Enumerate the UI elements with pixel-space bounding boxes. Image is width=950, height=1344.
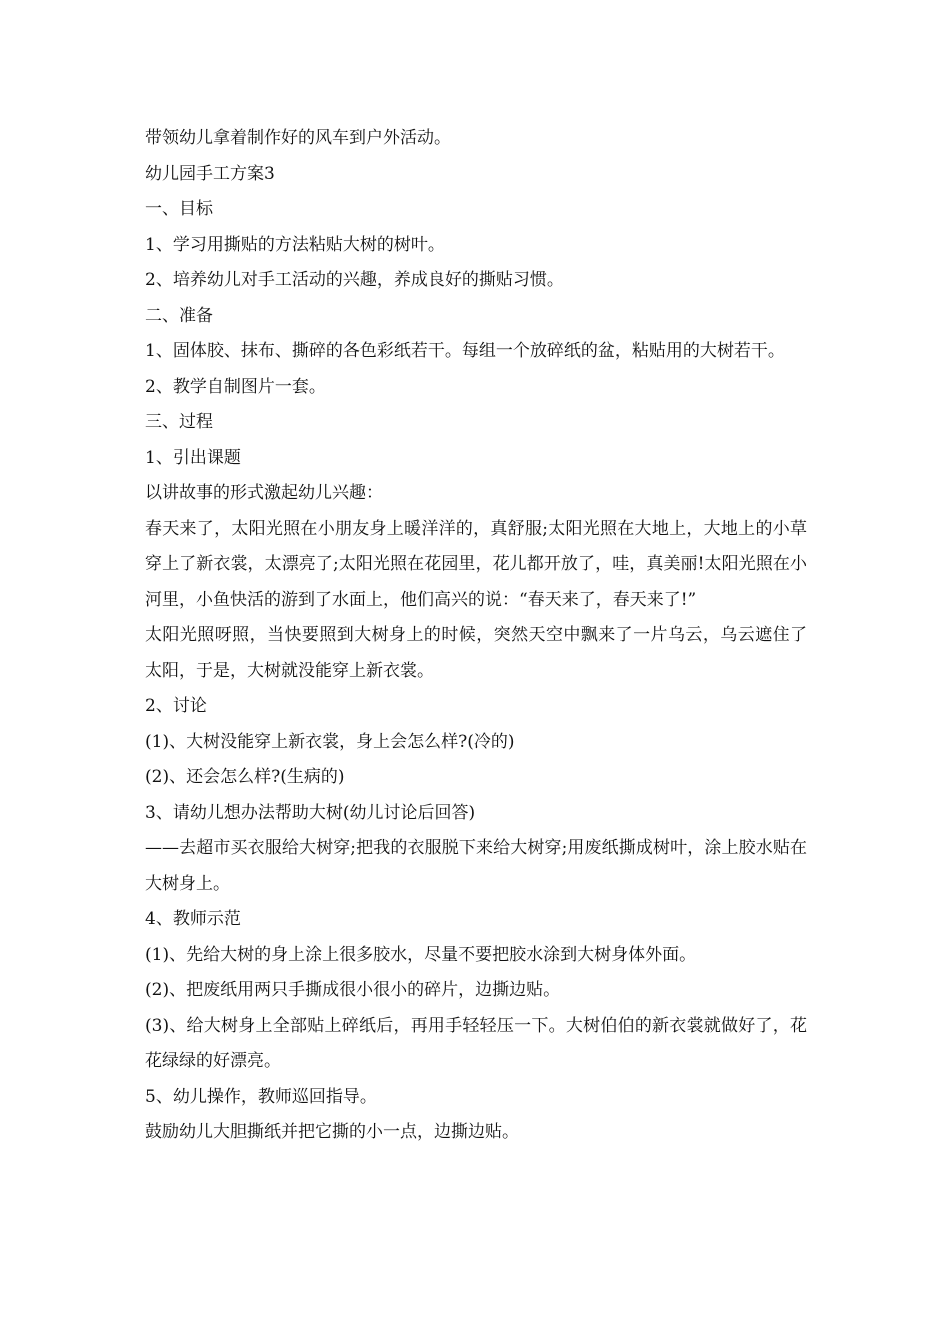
paragraph: (1)、先给大树的身上涂上很多胶水，尽量不要把胶水涂到大树身体外面。 <box>145 944 697 965</box>
paragraph: 1、固体胶、抹布、撕碎的各色彩纸若干。每组一个放碎纸的盆，粘贴用的大树若干。 <box>145 341 785 361</box>
paragraph: (3)、给大树身上全部贴上碎纸后，再用手轻轻压一下。大树伯伯的新衣裳就做好了，花花绿绿的好漂亮。 <box>145 1015 807 1071</box>
document-body <box>145 121 807 1151</box>
paragraph: 2、教学自制图片一套。 <box>145 376 326 397</box>
paragraph: 春天来了，太阳光照在小朋友身上暖洋洋的，真舒服;太阳光照在大地上，大地上的小草穿上了新衣裳，太漂亮了;太阳光照在花园里，花儿都开放了，哇，真美丽!太阳光照在小河里，小鱼快活的游到了水面上，他们高兴的说：“春天来了，春天来了!” <box>145 518 807 610</box>
paragraph: (2)、把废纸用两只手撕成很小很小的碎片，边撕边贴。 <box>145 980 561 1000</box>
paragraph: 1、引出课题 <box>145 447 241 468</box>
paragraph: 鼓励幼儿大胆撕纸并把它撕的小一点，边撕边贴。 <box>145 1122 519 1142</box>
paragraph: 1、学习用撕贴的方法粘贴大树的树叶。 <box>145 234 445 255</box>
paragraph: (2)、还会怎么样?(生病的) <box>145 767 345 787</box>
paragraph: (1)、大树没能穿上新衣裳，身上会怎么样?(冷的) <box>145 731 515 752</box>
heading-goals: 一、目标 <box>145 199 213 219</box>
paragraph: 5、幼儿操作，教师巡回指导。 <box>145 1086 377 1107</box>
paragraph: 2、讨论 <box>145 696 207 716</box>
paragraph: ——去超市买衣服给大树穿;把我的衣服脱下来给大树穿;用废纸撕成树叶，涂上胶水贴在大树身上。 <box>145 838 807 894</box>
section-title: 幼儿园手工方案3 <box>145 163 275 184</box>
paragraph: 3、请幼儿想办法帮助大树(幼儿讨论后回答) <box>145 802 476 823</box>
paragraph: 以讲故事的形式激起幼儿兴趣： <box>145 483 383 503</box>
paragraph: 4、教师示范 <box>145 909 241 929</box>
paragraph: 太阳光照呀照，当快要照到大树身上的时候，突然天空中飘来了一片乌云，乌云遮住了太阳，于是，大树就没能穿上新衣裳。 <box>145 625 807 681</box>
paragraph: 带领幼儿拿着制作好的风车到户外活动。 <box>145 128 451 148</box>
heading-preparation: 二、准备 <box>145 305 213 326</box>
paragraph: 2、培养幼儿对手工活动的兴趣，养成良好的撕贴习惯。 <box>145 270 564 290</box>
heading-process: 三、过程 <box>145 412 213 432</box>
